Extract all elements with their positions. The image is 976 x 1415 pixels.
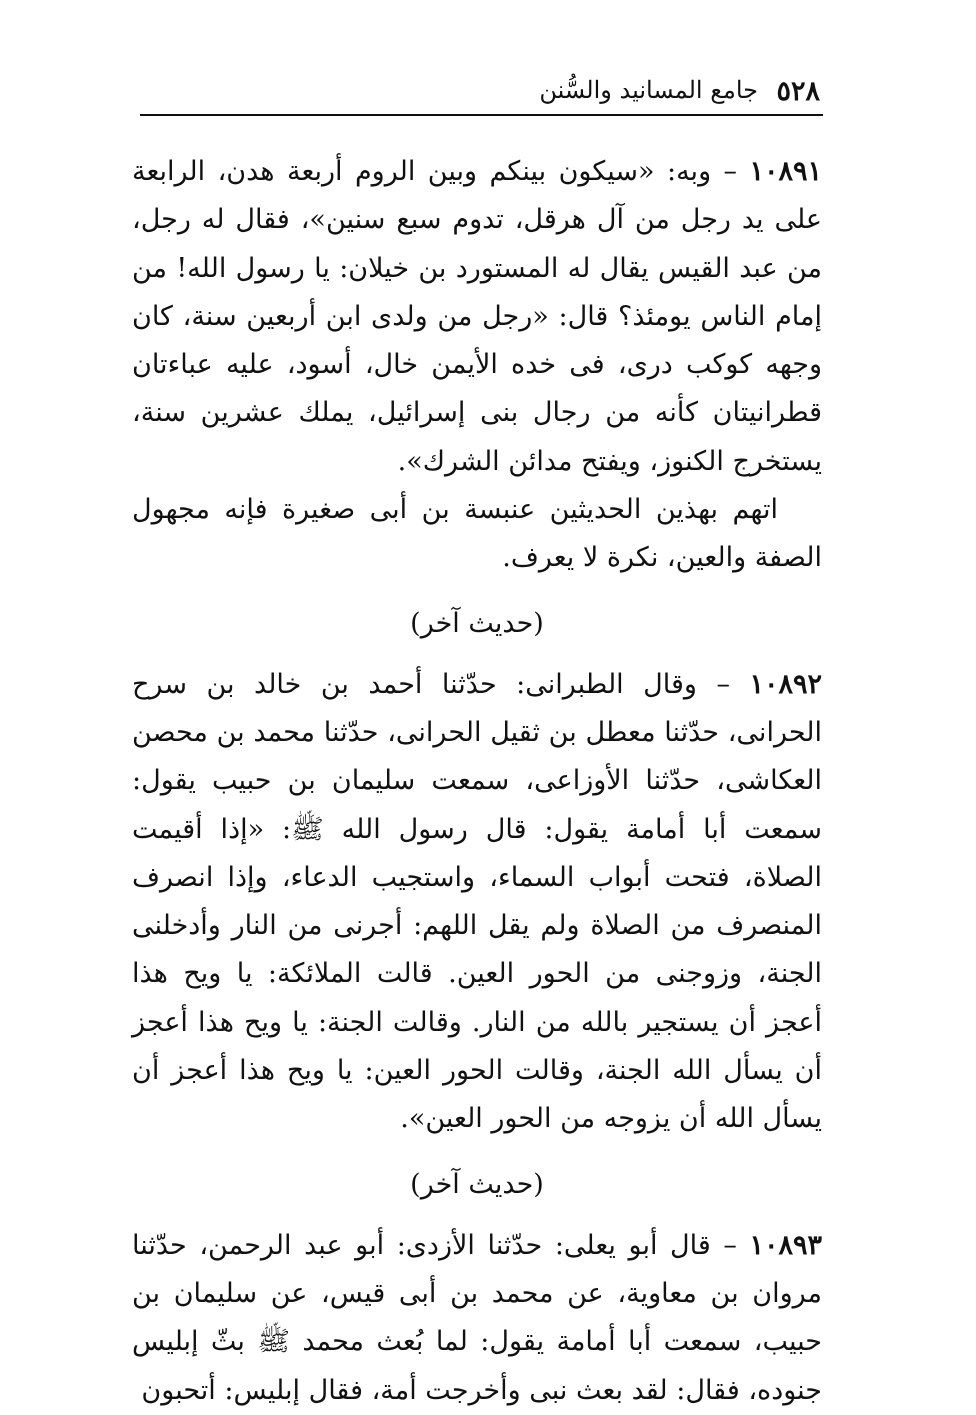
page-header: [140, 68, 820, 112]
hadith-number: ١٠٨٩٢: [749, 668, 822, 700]
page-body: [132, 148, 822, 1415]
hadith-number: ١٠٨٩١: [749, 156, 822, 187]
hadith-number: ١٠٨٩٣: [749, 1229, 822, 1261]
section-title: (حديث آخر): [410, 1168, 544, 1200]
hadith-10892: [132, 661, 822, 1144]
hadith-text: – وبه: «سيكون بينكم وبين الروم أربعة هدن، الرابعة على يد رجل من آل هرقل، تدوم سبع سنين»، فقال له رجل، من عبد القيس يقال له المستورد بن خيلان: يا رسول الله! من إمام الناس يومئذ؟ قال: «رجل من ولدى ابن أربعين سنة، كان وجهه كوكب درى، فى خده الأيمن خال، أسود، عليه عباءتان قطرانيتان كأنه من رجال بنى إسرائيل، يملك عشرين سنة، يستخرج الكنوز، ويفتح مدائن الشرك».: [132, 156, 823, 477]
page-number: ٥٢٨: [776, 76, 820, 107]
hadith-10891: [132, 148, 822, 486]
hadith-text: – وقال الطبرانى: حدّثنا أحمد بن خالد بن سرح الحرانى، حدّثنا معطل بن ثقيل الحرانى، حدّثنا محمد بن محصن العكاشى، حدّثنا الأوزاعى، سمعت سليمان بن حبيب يقول: سمعت أبا أمامة يقول: قال رسول الله ﷺ: «إذا أقيمت الصلاة، فتحت أبواب السماء، واستجيب الدعاء، وإذا انصرف المنصرف من الصلاة ولم يقل اللهم: أجرنى من النار وأدخلنى الجنة، وزوجنى من الحور العين. قالت الملائكة: يا ويح هذا أعجز أن يستجير بالله من النار. وقالت الجنة: يا ويح هذا أعجز أن يسأل الله الجنة، وقالت الحور العين: يا ويح هذا أعجز أن يسأل الله أن يزوجه من الحور العين».: [132, 668, 822, 1135]
hadith-10893: [132, 1222, 822, 1415]
hadith-text: – قال أبو يعلى: حدّثنا الأزدى: أبو عبد الرحمن، حدّثنا مروان بن معاوية، عن محمد بن أبى قيس، عن سليمان بن حبيب، سمعت أبا أمامة يقول: لما بُعث محمد ﷺ بثّ إبليس جنوده، فقال: لقد بعث نبى وأخرجت أمة، فقال إبليس: أتحبون: [132, 1229, 822, 1406]
running-title: جامع المسانيد والسُّنن: [539, 76, 758, 104]
header-rule: [140, 114, 823, 116]
hadith-note: اتهم بهذين الحديثين عنبسة بن أبى صغيرة فإنه مجهول الصفة والعين، نكرة لا يعرف.: [132, 494, 822, 574]
section-title: (حديث آخر): [410, 607, 544, 639]
